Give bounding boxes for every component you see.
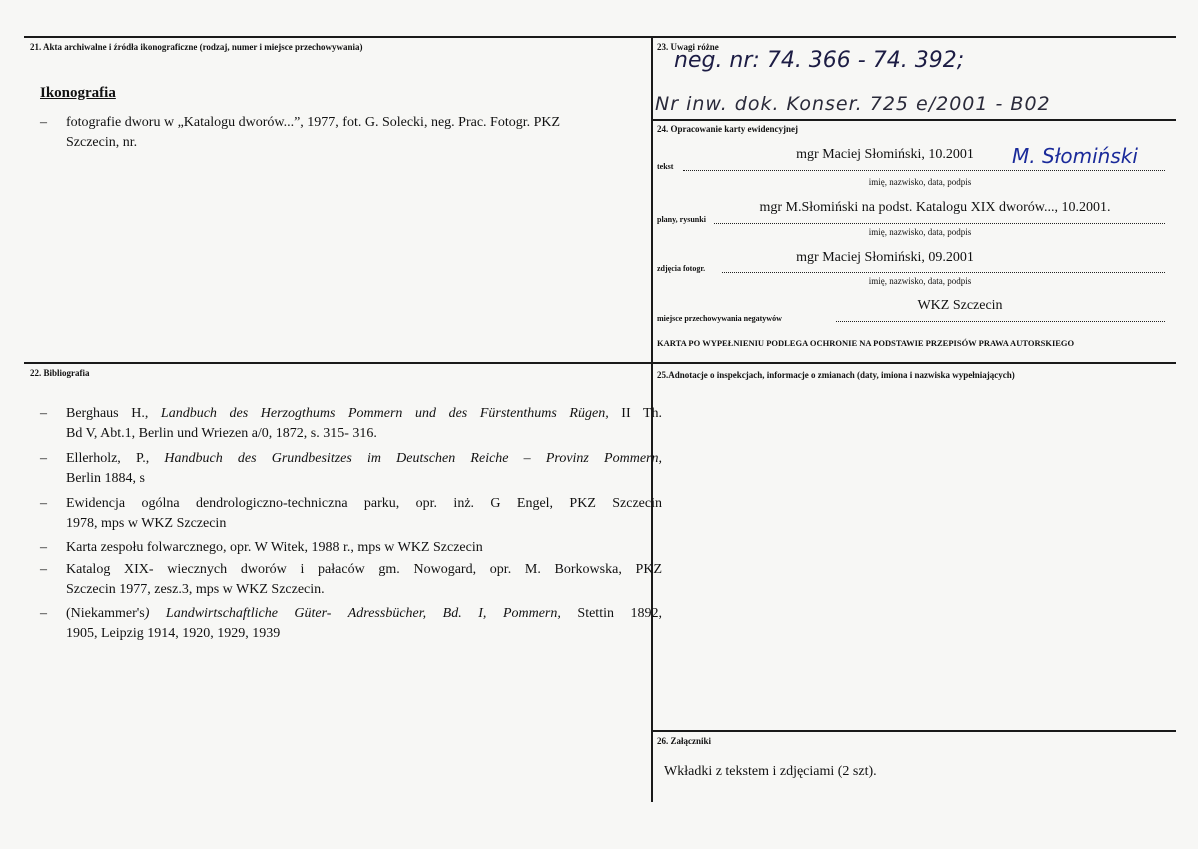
bibliography-line1: Berghaus H., Landbuch des Herzogthums Pommern und des Fürstenthums Rügen, II Th. xyxy=(66,406,662,421)
zdjecia-label: zdjęcia fotogr. xyxy=(657,264,706,273)
s21-item xyxy=(40,113,670,155)
tekst-caption: imię, nazwisko, data, podpis xyxy=(868,177,972,187)
bullet-dash: – xyxy=(40,606,47,621)
bibliography-line2: Szczecin 1977, zesz.3, mps w WKZ Szczecin. xyxy=(66,582,325,597)
zdjecia-caption: imię, nazwisko, data, podpis xyxy=(868,276,972,286)
s26-text: Wkładki z tekstem i zdjęciami (2 szt). xyxy=(664,764,877,779)
zdjecia-value: mgr Maciej Słomiński, 09.2001 xyxy=(796,250,974,265)
tekst-value: mgr Maciej Słomiński, 10.2001 xyxy=(796,147,974,162)
plany-dotline xyxy=(714,223,1165,224)
miejsce-label: miejsce przechowywania negatywów xyxy=(657,314,782,323)
bibliography-line1: Ellerholz, P., Handbuch des Grundbesitzes im Deutschen Reiche – Provinz Pommern, xyxy=(66,451,662,466)
plany-value: mgr M.Słomiński na podst. Katalogu XIX dworów..., 10.2001. xyxy=(759,200,1111,215)
bibliography-line1: (Niekammer's) Landwirtschaftliche Güter- Adressbücher, Bd. I, Pommern, Stettin 1892, xyxy=(66,606,662,621)
bibliography-line2: 1905, Leipzig 1914, 1920, 1929, 1939 xyxy=(66,626,281,641)
signature: M. Słomiński xyxy=(1012,144,1138,168)
s21-item-line2: Szczecin, nr. xyxy=(66,135,138,150)
miejsce-dotline xyxy=(836,321,1165,322)
bullet-dash: – xyxy=(40,496,47,511)
miejsce-value: WKZ Szczecin xyxy=(917,298,1003,313)
s26-top-line xyxy=(651,730,1176,732)
bullet-dash: – xyxy=(40,115,47,130)
frame-mid-line xyxy=(24,362,1176,364)
s21-item-line1: fotografie dworu w „Katalogu dworów...”, 1977, fot. G. Solecki, neg. Prac. Fotogr. PKZ xyxy=(66,115,561,130)
s23-handwritten-inv: Nr inw. dok. Konser. 725 e/2001 - B02 xyxy=(655,93,1051,115)
s24-top-line xyxy=(651,119,1176,121)
bibliography-line1: Ewidencja ogólna dendrologiczno-techniczna parku, opr. inż. G Engel, PKZ Szczecin xyxy=(66,496,662,511)
s21-header: 21. Akta archiwalne i źródła ikonograficzne (rodzaj, numer i miejsce przechowywania) xyxy=(30,42,363,52)
s22-header: 22. Bibliografia xyxy=(30,368,90,378)
s25-header: 25.Adnotacje o inspekcjach, informacje o zmianach (daty, imiona i nazwiska wypełniających) xyxy=(657,370,1015,380)
bullet-dash: – xyxy=(40,451,47,466)
s24-header: 24. Opracowanie karty ewidencyjnej xyxy=(657,124,798,134)
bullet-dash: – xyxy=(40,562,47,577)
plany-caption: imię, nazwisko, data, podpis xyxy=(868,227,972,237)
bullet-dash: – xyxy=(40,406,47,421)
plany-label: plany, rysunki xyxy=(657,215,706,224)
zdjecia-dotline xyxy=(722,272,1165,273)
bibliography-line2: Berlin 1884, s xyxy=(66,471,145,486)
bibliography-item xyxy=(40,604,662,648)
s26-header: 26. Załączniki xyxy=(657,736,712,746)
tekst-label: tekst xyxy=(657,162,674,171)
bibliography-item xyxy=(40,404,662,448)
bibliography-line2: Bd V, Abt.1, Berlin und Wriezen a/0, 1872, s. 315- 316. xyxy=(66,426,377,441)
s21-subtitle: Ikonografia xyxy=(40,85,116,101)
frame-top-line xyxy=(24,36,1176,38)
bibliography-item xyxy=(40,560,662,604)
bibliography-line1: Katalog XIX- wiecznych dworów i pałaców gm. Nowogard, opr. M. Borkowska, PKZ xyxy=(66,562,662,577)
s23-header: 23. Uwagi różne xyxy=(657,42,719,52)
bibliography-item xyxy=(40,494,662,538)
copyright-notice: KARTA PO WYPEŁNIENIU PODLEGA OCHRONIE NA PODSTAWIE PRZEPISÓW PRAWA AUTORSKIEGO xyxy=(657,338,1075,348)
bullet-dash: – xyxy=(40,540,47,555)
bibliography-line1: Karta zespołu folwarcznego, opr. W Witek, 1988 r., mps w WKZ Szczecin xyxy=(66,540,483,555)
tekst-dotline xyxy=(683,170,1165,171)
s23-handwritten-neg: neg. nr: 74. 366 - 74. 392; xyxy=(674,48,965,73)
bibliography-item xyxy=(40,449,662,493)
bibliography-line2: 1978, mps w WKZ Szczecin xyxy=(66,516,227,531)
